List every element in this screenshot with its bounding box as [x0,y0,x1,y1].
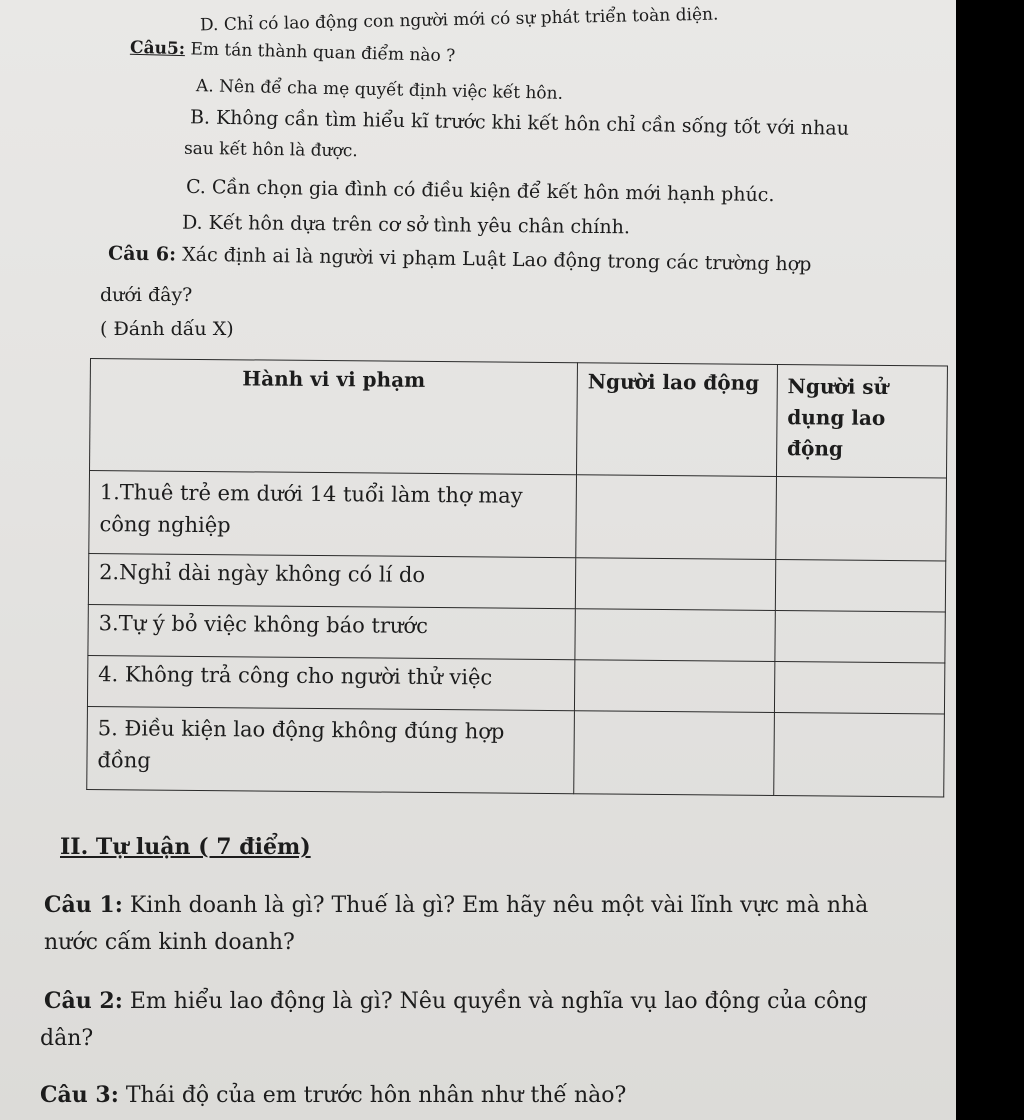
question-5-option-b-cont: sau kết hôn là được. [183,138,358,162]
table-row [87,706,945,796]
employee-mark-5[interactable] [574,711,775,796]
section-2-title: II. Tự luận ( 7 điểm) [60,834,311,860]
header-employer: Người sử dụng lao động [776,364,947,477]
essay-question-3 [40,1082,626,1108]
essay-question-1-cont: nước cấm kinh doanh? [44,930,295,955]
essay-question-1-text: Kinh doanh là gì? Thuế là gì? Em hãy nêu một vài lĩnh vực mà nhà [122,893,869,918]
employer-mark-1[interactable] [776,476,947,560]
essay-question-1 [44,892,868,918]
violation-1: 1.Thuê trẻ em dưới 14 tuổi làm thợ may công nghiệp [89,471,577,558]
violation-5: 5. Điều kiện lao động không đúng hợp đồng [87,706,575,793]
question-5-text: Em tán thành quan điểm nào ? [184,39,456,67]
table-row [87,655,944,713]
table-row [88,604,945,662]
employee-mark-3[interactable] [575,609,775,662]
employee-mark-1[interactable] [576,475,777,560]
essay-question-2-text: Em hiểu lao động là gì? Nêu quyền và nghĩa vụ lao động của công [122,989,868,1014]
table-header-row [90,359,948,478]
essay-question-3-label: Câu 3: [40,1082,119,1108]
employee-mark-4[interactable] [574,660,774,713]
question-5-option-a: A. Nên để cha mẹ quyết định việc kết hôn. [195,76,564,104]
question-6 [108,242,812,275]
essay-question-2-label: Câu 2: [44,988,123,1014]
essay-question-3-text: Thái độ của em trước hôn nhân như thế nào? [118,1083,627,1108]
employer-mark-5[interactable] [774,712,945,796]
employer-mark-4[interactable] [774,661,945,713]
essay-question-2-cont: dân? [40,1026,94,1051]
essay-question-2 [44,988,868,1014]
header-violation: Hành vi vi phạm [90,359,578,475]
question-5-option-b: B. Không cần tìm hiểu kĩ trước khi kết hôn chỉ cần sống tốt với nhau [189,106,850,140]
question-6-text: Xác định ai là người vi phạm Luật Lao động trong các trường hợp [175,243,812,276]
violation-3: 3.Tự ý bỏ việc không báo trước [88,604,575,659]
violation-table [86,358,948,797]
question-6-instruction: ( Đánh dấu X) [100,318,234,340]
table-row [89,471,947,561]
question-6-label: Câu 6: [107,242,177,266]
employer-mark-2[interactable] [775,559,946,611]
question-5-label: Câu5: [129,37,186,60]
question-5-option-c: C. Cần chọn gia đình có điều kiện để kết hôn mới hạnh phúc. [185,175,775,207]
violation-4: 4. Không trả công cho người thử việc [87,655,574,710]
question-5 [130,38,456,67]
table-row [88,553,945,611]
employee-mark-2[interactable] [575,558,775,611]
question-5-option-d: D. Kết hôn dựa trên cơ sở tình yêu chân chính. [181,211,631,239]
violation-2: 2.Nghỉ dài ngày không có lí do [88,553,575,608]
question-6-text-cont: dưới đây? [100,284,193,306]
header-employee: Người lao động [576,363,777,477]
option-d-previous: D. Chỉ có lao động con người mới có sự phát triển toàn diện. [199,4,719,36]
employer-mark-3[interactable] [775,610,946,662]
essay-question-1-label: Câu 1: [44,892,123,918]
